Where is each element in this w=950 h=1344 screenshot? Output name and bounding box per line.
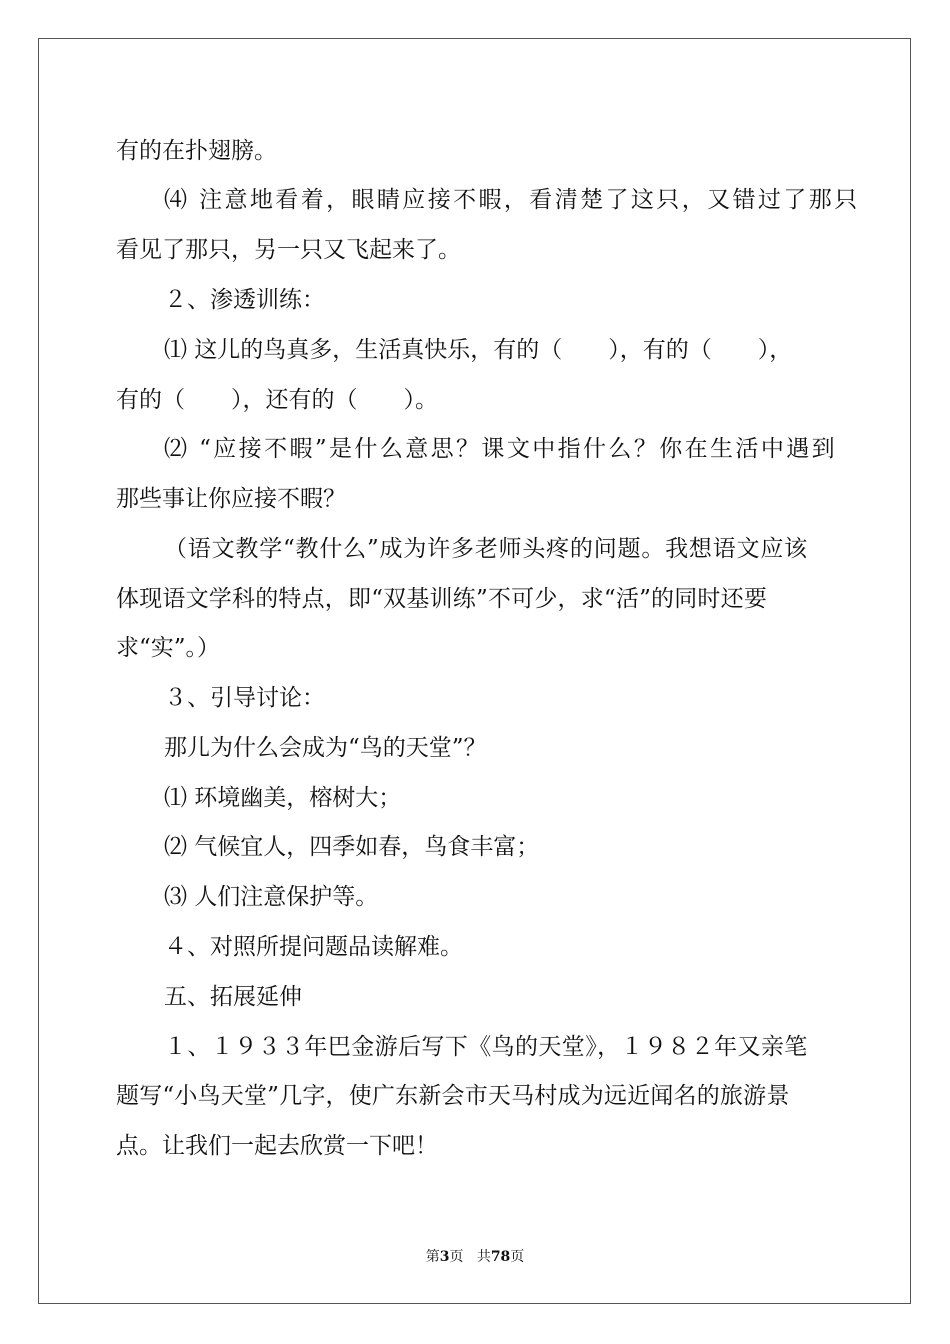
body-line: 求“实”。） [116, 635, 221, 661]
body-line: ３、引导讨论： [164, 685, 325, 711]
body-line: ⑵ 气候宜人，四季如春，鸟食丰富； [164, 834, 540, 860]
section-heading: 五、拓展延伸 [164, 984, 302, 1010]
body-line: ⑴ 环境幽美，榕树大； [164, 785, 402, 811]
body-line: 那些事让你应接不暇？ [116, 486, 346, 512]
page-border [38, 38, 911, 1304]
page-footer [0, 1246, 950, 1266]
body-line: （语文教学“教什么”成为许多老师头疼的问题。我想语文应该 [164, 536, 808, 562]
body-line: １、１９３３年巴金游后写下《鸟的天堂》，１９８２年又亲笔 [164, 1034, 808, 1060]
body-line: 体现语文学科的特点，即“双基训练”不可少，求“活”的同时还要 [116, 586, 768, 612]
body-line: ⑵ “应接不暇”是什么意思？课文中指什么？你在生活中遇到 [164, 436, 838, 462]
body-line: 看见了那只，另一只又飞起来了。 [116, 237, 461, 263]
body-line: ⑴ 这儿的鸟真多，生活真快乐，有的（ ），有的（ ）， [164, 337, 793, 363]
body-line: 点。让我们一起去欣赏一下吧！ [116, 1133, 438, 1159]
footer-total-suffix: 页 [510, 1249, 525, 1265]
footer-page-prefix: 第 [425, 1249, 440, 1265]
footer-page-number: 3 [439, 1249, 450, 1265]
body-line: 有的（ ），还有的（ ）。 [116, 387, 438, 413]
footer-total-prefix: 共 [476, 1249, 491, 1265]
body-line: ２、渗透训练： [164, 287, 325, 313]
body-line: 有的在扑翅膀。 [116, 138, 277, 164]
body-line: 那儿为什么会成为“鸟的天堂”？ [164, 735, 487, 761]
footer-total-number: 78 [490, 1249, 511, 1265]
body-line: ⑷ 注意地看着，眼睛应接不暇，看清楚了这只，又错过了那只 [164, 187, 860, 213]
footer-page-suffix: 页 [449, 1249, 464, 1265]
body-line: ４、对照所提问题品读解难。 [164, 934, 463, 960]
body-line: ⑶ 人们注意保护等。 [164, 884, 379, 910]
body-line: 题写“小鸟天堂”几字，使广东新会市天马村成为远近闻名的旅游景 [116, 1083, 790, 1109]
